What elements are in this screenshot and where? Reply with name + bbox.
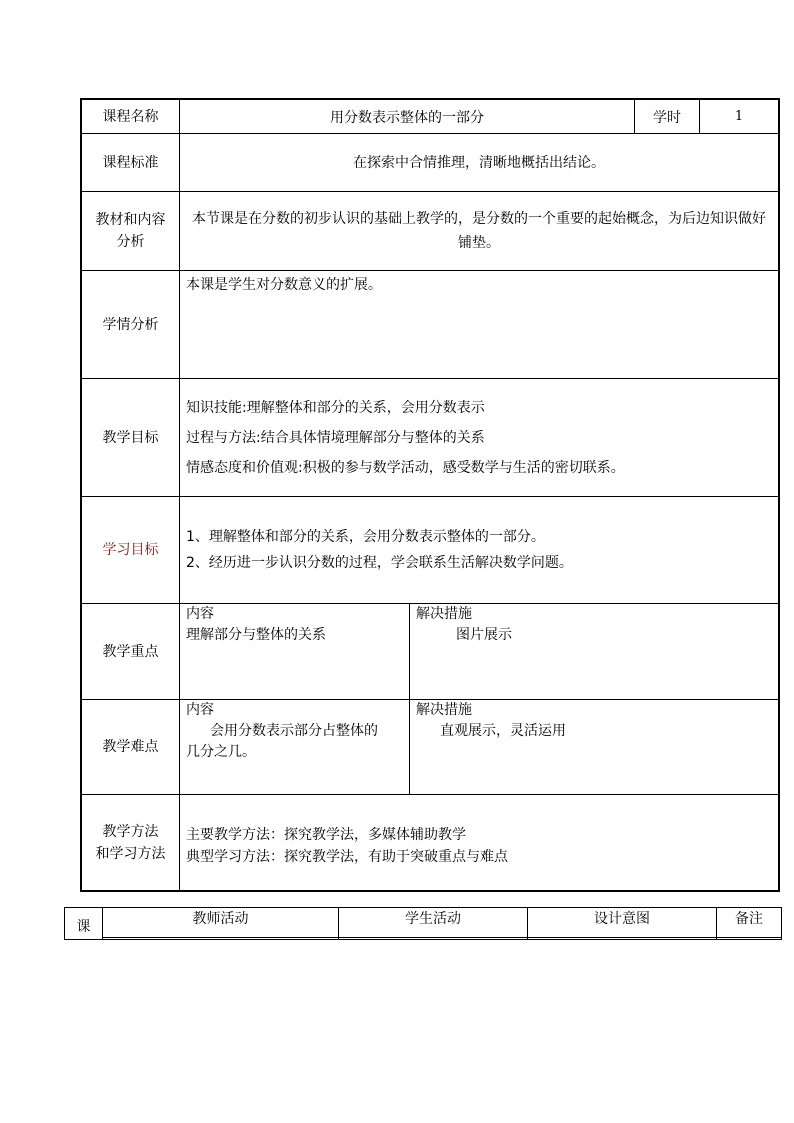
material-label-line2: 分析 xyxy=(116,234,145,250)
course-name-label: 课程名称 xyxy=(82,100,180,133)
activity-col-notes-cell xyxy=(717,908,781,939)
key-points-content: 理解部分与整体的关系 xyxy=(186,627,326,643)
difficulty-label: 教学难点 xyxy=(82,700,180,794)
difficulty-measure-cell xyxy=(410,700,778,794)
activity-col-student-cell xyxy=(339,908,528,939)
teaching-goals-list xyxy=(180,379,778,496)
key-points-measure: 图片展示 xyxy=(456,627,512,643)
standard-value: 在探索中合情推理，清晰地概括出结论。 xyxy=(353,154,605,171)
hours-value: 1 xyxy=(734,109,744,124)
method-item: 主要教学方法：探究教学法，多媒体辅助教学 xyxy=(186,826,466,843)
key-points-row xyxy=(82,603,778,699)
difficulty-row xyxy=(82,699,778,794)
key-points-label: 教学重点 xyxy=(82,604,180,699)
material-row xyxy=(82,191,778,270)
key-points-content-heading: 内容 xyxy=(186,606,214,622)
learner-row xyxy=(82,270,778,378)
key-points-measure-cell xyxy=(410,604,778,699)
teaching-goal-item: 过程与方法:结合具体情境理解部分与整体的关系 xyxy=(186,429,485,446)
lesson-plan-table xyxy=(80,98,780,892)
methods-list xyxy=(180,795,778,890)
activity-table-header xyxy=(64,907,782,940)
key-points-measure-heading: 解决措施 xyxy=(416,606,472,622)
difficulty-measure: 直观展示，灵活运用 xyxy=(440,723,566,739)
teaching-goals-label: 教学目标 xyxy=(82,379,180,496)
learning-goals-label: 学习目标 xyxy=(82,497,180,603)
difficulty-content-line2: 几分之几。 xyxy=(186,744,256,760)
activity-col-notes: 备注 xyxy=(717,908,781,938)
methods-label-line2: 和学习方法 xyxy=(95,845,166,862)
learner-label: 学情分析 xyxy=(82,271,180,378)
activity-col-student: 学生活动 xyxy=(339,908,527,938)
activity-col-lesson: 课 xyxy=(65,908,103,939)
teaching-goal-item: 知识技能:理解整体和部分的关系，会用分数表示 xyxy=(186,399,485,416)
material-label-line1: 教材和内容 xyxy=(95,212,166,228)
hours-label: 学时 xyxy=(635,100,700,133)
methods-label xyxy=(82,795,180,890)
material-value: 本节课是在分数的初步认识的基础上教学的，是分数的一个重要的起始概念，为后边知识做好铺垫。 xyxy=(192,211,766,251)
methods-label-line1: 教学方法 xyxy=(102,823,159,840)
method-item: 典型学习方法：探究教学法，有助于突破重点与难点 xyxy=(186,848,508,865)
course-name-value: 用分数表示整体的一部分 xyxy=(180,100,635,133)
course-name-row xyxy=(82,100,778,133)
learning-goals-list xyxy=(180,497,778,603)
difficulty-cells xyxy=(180,700,778,794)
learning-goal-item: 2、经历进一步认识分数的过程，学会联系生活解决数学问题。 xyxy=(186,555,573,571)
activity-col-teacher-cell xyxy=(103,908,339,939)
activity-col-intent-cell xyxy=(528,908,717,939)
teaching-goal-item: 情感态度和价值观:积极的参与数学活动，感受数学与生活的密切联系。 xyxy=(186,459,625,476)
difficulty-content-cell xyxy=(180,700,410,794)
teaching-goals-row xyxy=(82,378,778,496)
difficulty-content-line1: 会用分数表示部分占整体的 xyxy=(210,723,378,739)
difficulty-measure-heading: 解决措施 xyxy=(416,702,472,718)
learning-goals-row xyxy=(82,496,778,603)
activity-col-intent: 设计意图 xyxy=(528,908,716,938)
difficulty-content-heading: 内容 xyxy=(186,702,214,718)
key-points-cells xyxy=(180,604,778,699)
learner-value: 本课是学生对分数意义的扩展。 xyxy=(186,277,382,293)
material-label xyxy=(82,192,180,270)
methods-row xyxy=(82,794,778,890)
learning-goal-item: 1、理解整体和部分的关系，会用分数表示整体的一部分。 xyxy=(186,529,545,545)
standard-label: 课程标准 xyxy=(82,134,180,191)
activity-col-teacher: 教师活动 xyxy=(103,908,338,938)
key-points-content-cell xyxy=(180,604,410,699)
standard-row xyxy=(82,133,778,191)
